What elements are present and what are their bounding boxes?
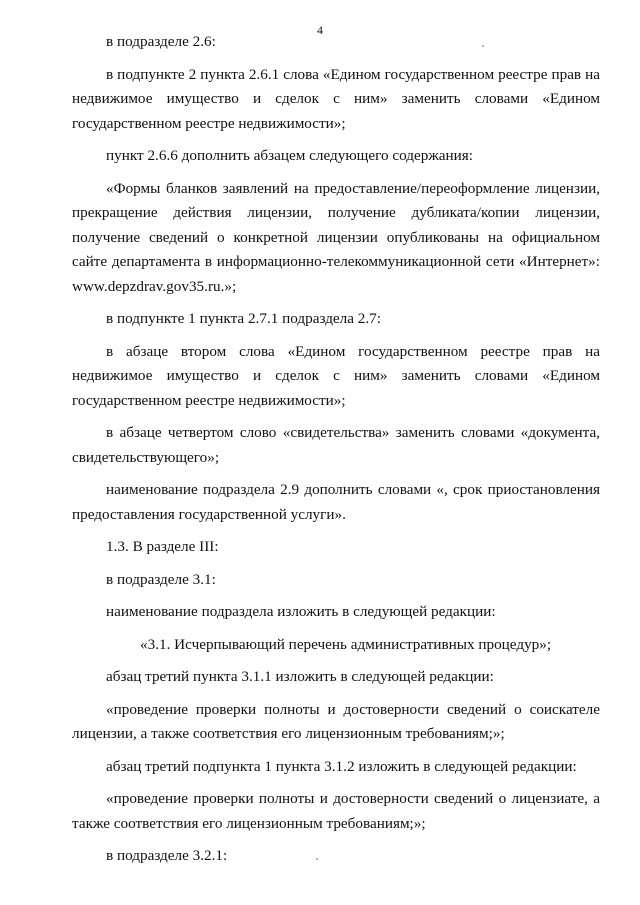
paragraph-forms-quote: «Формы бланков заявлений на предоставление/переоформление лицензии, прекращение действия лицензии, получение дубликата/копии лицензии, получение сведений о конкретной лицензии опубликованы на официальном сайте департамента в информационно-телекоммуникационной сети «Интернет»: www.depzdrav.gov35.ru.»; — [72, 179, 600, 295]
paragraph-second-abzac: в абзаце втором слова «Едином государственном реестре прав на недвижимое имущество и сделок с ним» заменить словами «Едином государственном реестре недвижимости»; — [72, 342, 600, 409]
paragraph-title-redaction: наименование подраздела изложить в следующей редакции: — [106, 603, 496, 620]
paragraph-2-9-title: наименование подраздела 2.9 дополнить словами «, срок приостановления предоставления государственной услуги». — [72, 481, 600, 523]
paragraph-3-1-title-quote: «3.1. Исчерпывающий перечень административных процедур»; — [140, 635, 552, 653]
paragraph-subsection-3-2-1: в подразделе 3.2.1: — [106, 847, 228, 864]
paragraph-2-6-6-intro: пункт 2.6.6 дополнить абзацем следующего содержания: — [106, 147, 474, 164]
paragraph-subsection-3-1: в подразделе 3.1: — [106, 570, 216, 588]
scan-speck — [316, 858, 318, 860]
paragraph-3-1-2-quote: «проведение проверки полноты и достоверности сведений о лицензиате, а также соответствия его лицензионным требованиям;»; — [72, 790, 600, 832]
paragraph-fourth-abzac: в абзаце четвертом слово «свидетельства» заменить словами «документа, свидетельствующего»; — [72, 424, 600, 466]
paragraph-3-1-2-intro: абзац третий подпункта 1 пункта 3.1.2 изложить в следующей редакции: — [106, 757, 577, 775]
paragraph-section-iii: 1.3. В разделе III: — [106, 538, 219, 555]
paragraph-2-6-1-amendment: в подпункте 2 пункта 2.6.1 слова «Едином государственном реестре прав на недвижимое имущество и сделок с ним» заменить словами «Едином государственном реестре недвижимости»; — [72, 65, 600, 132]
document-body — [72, 30, 600, 877]
scan-speck — [482, 45, 484, 47]
paragraph-subsection-2-6: в подразделе 2.6: — [106, 33, 216, 50]
page-number: 4 — [317, 23, 323, 37]
paragraph-3-1-1-intro: абзац третий пункта 3.1.1 изложить в следующей редакции: — [106, 668, 494, 685]
paragraph-3-1-1-quote: «проведение проверки полноты и достоверности сведений о соискателе лицензии, а также соответствия его лицензионным требованиям;»; — [72, 700, 600, 742]
paragraph-2-7-1: в подпункте 1 пункта 2.7.1 подраздела 2.7: — [106, 310, 381, 327]
